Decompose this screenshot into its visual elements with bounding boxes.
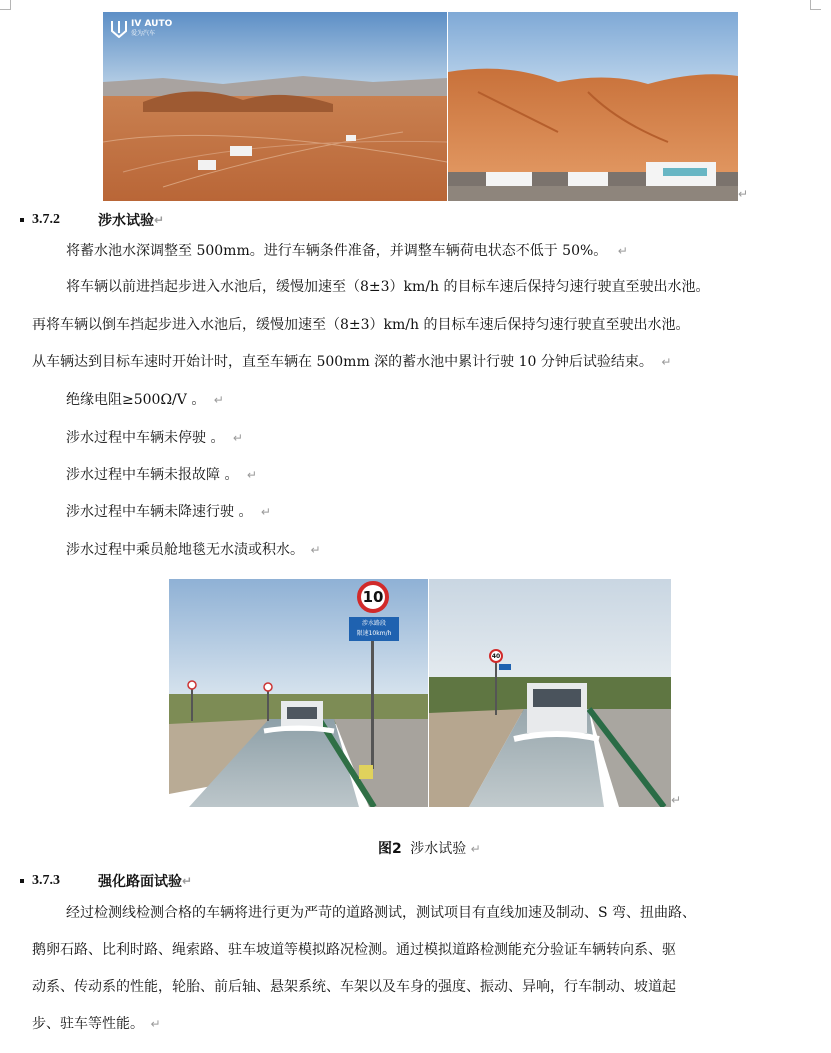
paragraph-mark: ↵: [232, 431, 243, 445]
figure-title: 涉水试验: [410, 841, 467, 857]
paragraph-mark: ↵: [213, 393, 224, 407]
body-paragraph: 再将车辆以倒车挡起步进入水池后，缓慢加速至（8±3）km/h 的目标车速后保持匀速行驶直至驶出水池。: [32, 317, 690, 333]
logo-subtext: 爱为汽车: [131, 30, 156, 37]
figure-number: 图2: [378, 841, 402, 857]
body-paragraph: 从车辆达到目标车速时开始计时，直至车辆在 500mm 深的蓄水池中累计行驶 10 分钟后试验结束。 ↵: [32, 354, 672, 370]
iv-logo-icon: [111, 20, 127, 38]
paragraph-mark: ↵: [661, 355, 672, 369]
body-paragraph: 将车辆以前进挡起步进入水池后，缓慢加速至（8±3）km/h 的目标车速后保持匀速行驶直至驶出水池。: [66, 279, 710, 295]
paragraph-mark: ↵: [154, 213, 165, 227]
criteria-item: 涉水过程中车辆未降速行驶 。 ↵: [66, 504, 271, 520]
section-number: 3.7.2: [32, 212, 60, 227]
body-paragraph: 鹅卵石路、比利时路、绳索路、驻车坡道等模拟路况检测。通过模拟道路检测能充分验证车辆转向系、驱: [32, 942, 676, 958]
desert-photo-left: [103, 12, 447, 201]
criteria-item: 涉水过程中乘员舱地毯无水渍或积水。 ↵: [66, 542, 321, 558]
speed-limit-sign-right: [489, 649, 503, 663]
paragraph-mark: ↵: [671, 793, 682, 807]
speed-limit-value: 10: [362, 588, 384, 606]
paragraph-mark: ↵: [246, 468, 257, 482]
paragraph-mark: ↵: [310, 543, 321, 557]
paragraph-mark: ↵: [260, 505, 271, 519]
page-corner-top-left: [0, 0, 11, 10]
paragraph-mark: ↵: [738, 187, 749, 201]
speed-limit-value-right: 40: [491, 652, 501, 660]
sign-text-line-2: 限速10km/h: [356, 630, 392, 637]
wading-test-photo-right: [429, 579, 671, 807]
heading-bullet: [20, 218, 24, 222]
wading-test-photo-left: [169, 579, 428, 807]
paragraph-mark: ↵: [182, 874, 193, 888]
body-paragraph: 将蓄水池水深调整至 500mm。进行车辆条件准备，并调整车辆荷电状态不低于 50%。 ↵: [66, 243, 628, 259]
speed-limit-sign: [357, 581, 389, 613]
desert-photo-right: [448, 12, 738, 201]
iv-auto-logo: [111, 20, 172, 38]
section-heading-3-7-2: [20, 210, 164, 230]
section-number: 3.7.3: [32, 873, 60, 888]
figure-caption: [378, 838, 481, 858]
body-paragraph: 步、驻车等性能。 ↵: [32, 1016, 161, 1032]
heading-bullet: [20, 879, 24, 883]
paragraph-mark: ↵: [617, 244, 628, 258]
section-title: 强化路面试验: [98, 874, 182, 890]
section-heading-3-7-3: [20, 871, 192, 891]
paragraph-mark: ↵: [470, 842, 481, 856]
body-paragraph: 经过检测线检测合格的车辆将进行更为严苛的道路测试，测试项目有直线加速及制动、S 弯、扭曲路、: [66, 905, 697, 921]
criteria-item: 绝缘电阻≥500Ω/V 。 ↵: [66, 392, 224, 408]
criteria-item: 涉水过程中车辆未停驶 。 ↵: [66, 430, 243, 446]
page-corner-top-right: [810, 0, 821, 10]
paragraph-mark: ↵: [150, 1017, 161, 1031]
sign-text-line-1: 涉水路段: [361, 620, 386, 627]
body-paragraph: 动系、传动系的性能，轮胎、前后轴、悬架系统、车架以及车身的强度、振动、异响，行车制动、坡道起: [32, 979, 676, 995]
logo-text: IV AUTO: [131, 19, 173, 29]
wading-road-sign: [349, 617, 399, 641]
criteria-item: 涉水过程中车辆未报故障 。 ↵: [66, 467, 257, 483]
section-title: 涉水试验: [98, 213, 154, 229]
